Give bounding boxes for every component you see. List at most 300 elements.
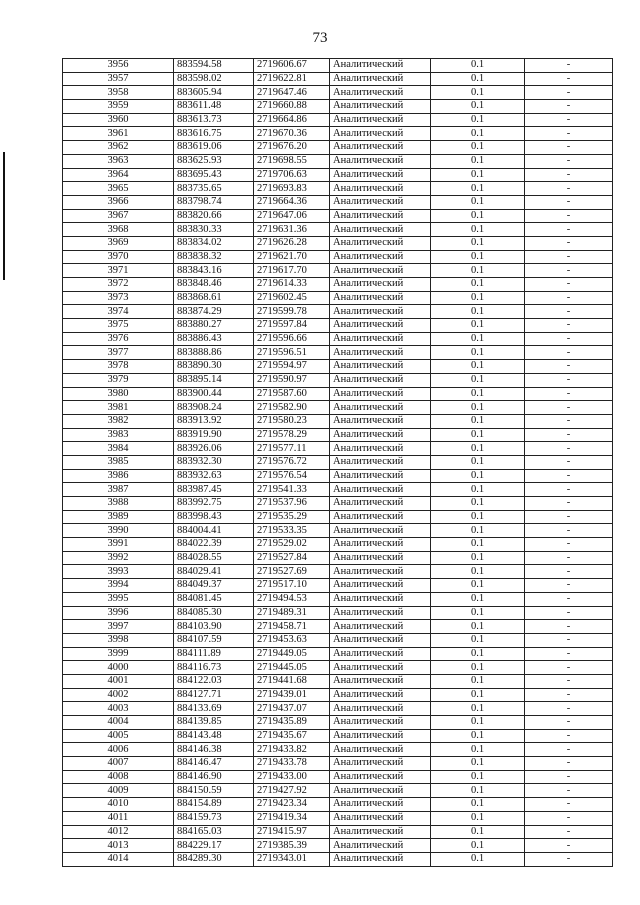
note-cell: - [525, 250, 613, 264]
note-cell: - [525, 757, 613, 771]
method-cell: Аналитический [330, 770, 431, 784]
note-cell: - [525, 839, 613, 853]
note-cell: - [525, 113, 613, 127]
point-number-cell: 4008 [63, 770, 174, 784]
y-coordinate-cell: 2719489.31 [254, 606, 330, 620]
x-coordinate-cell: 884122.03 [174, 674, 254, 688]
x-coordinate-cell: 884028.55 [174, 551, 254, 565]
accuracy-cell: 0.1 [431, 86, 525, 100]
point-number-cell: 3969 [63, 236, 174, 250]
x-coordinate-cell: 884150.59 [174, 784, 254, 798]
note-cell: - [525, 565, 613, 579]
table-row [63, 674, 613, 688]
accuracy-cell: 0.1 [431, 606, 525, 620]
note-cell: - [525, 346, 613, 360]
x-coordinate-cell: 883932.30 [174, 455, 254, 469]
note-cell: - [525, 702, 613, 716]
x-coordinate-cell: 884049.37 [174, 579, 254, 593]
method-cell: Аналитический [330, 702, 431, 716]
x-coordinate-cell: 884103.90 [174, 620, 254, 634]
y-coordinate-cell: 2719621.70 [254, 250, 330, 264]
note-cell: - [525, 236, 613, 250]
table-row [63, 455, 613, 469]
method-cell: Аналитический [330, 661, 431, 675]
x-coordinate-cell: 883834.02 [174, 236, 254, 250]
accuracy-cell: 0.1 [431, 770, 525, 784]
method-cell: Аналитический [330, 524, 431, 538]
method-cell: Аналитический [330, 579, 431, 593]
table-row [63, 291, 613, 305]
point-number-cell: 3975 [63, 319, 174, 333]
x-coordinate-cell: 884229.17 [174, 839, 254, 853]
accuracy-cell: 0.1 [431, 551, 525, 565]
method-cell: Аналитический [330, 305, 431, 319]
note-cell: - [525, 674, 613, 688]
table-row [63, 565, 613, 579]
x-coordinate-cell: 883932.63 [174, 469, 254, 483]
table-row [63, 633, 613, 647]
y-coordinate-cell: 2719453.63 [254, 633, 330, 647]
point-number-cell: 3997 [63, 620, 174, 634]
accuracy-cell: 0.1 [431, 100, 525, 114]
x-coordinate-cell: 884004.41 [174, 524, 254, 538]
y-coordinate-cell: 2719541.33 [254, 483, 330, 497]
note-cell: - [525, 223, 613, 237]
table-row [63, 716, 613, 730]
table-row [63, 442, 613, 456]
accuracy-cell: 0.1 [431, 469, 525, 483]
note-cell: - [525, 414, 613, 428]
accuracy-cell: 0.1 [431, 154, 525, 168]
method-cell: Аналитический [330, 510, 431, 524]
table-row [63, 332, 613, 346]
y-coordinate-cell: 2719576.54 [254, 469, 330, 483]
table-row [63, 702, 613, 716]
table-row [63, 729, 613, 743]
accuracy-cell: 0.1 [431, 825, 525, 839]
note-cell: - [525, 86, 613, 100]
y-coordinate-cell: 2719594.97 [254, 360, 330, 374]
accuracy-cell: 0.1 [431, 319, 525, 333]
x-coordinate-cell: 884107.59 [174, 633, 254, 647]
table-row [63, 784, 613, 798]
y-coordinate-cell: 2719529.02 [254, 538, 330, 552]
x-coordinate-cell: 883913.92 [174, 414, 254, 428]
x-coordinate-cell: 883613.73 [174, 113, 254, 127]
method-cell: Аналитический [330, 784, 431, 798]
method-cell: Аналитический [330, 647, 431, 661]
table-row [63, 168, 613, 182]
y-coordinate-cell: 2719698.55 [254, 154, 330, 168]
accuracy-cell: 0.1 [431, 674, 525, 688]
note-cell: - [525, 729, 613, 743]
table-row [63, 401, 613, 415]
y-coordinate-cell: 2719590.97 [254, 373, 330, 387]
x-coordinate-cell: 883888.86 [174, 346, 254, 360]
x-coordinate-cell: 884146.47 [174, 757, 254, 771]
point-number-cell: 4000 [63, 661, 174, 675]
x-coordinate-cell: 884154.89 [174, 798, 254, 812]
x-coordinate-cell: 883908.24 [174, 401, 254, 415]
point-number-cell: 3958 [63, 86, 174, 100]
table-row [63, 469, 613, 483]
table-row [63, 592, 613, 606]
method-cell: Аналитический [330, 757, 431, 771]
x-coordinate-cell: 883900.44 [174, 387, 254, 401]
method-cell: Аналитический [330, 551, 431, 565]
note-cell: - [525, 551, 613, 565]
x-coordinate-cell: 884081.45 [174, 592, 254, 606]
margin-mark [3, 152, 5, 280]
y-coordinate-cell: 2719602.45 [254, 291, 330, 305]
y-coordinate-cell: 2719706.63 [254, 168, 330, 182]
note-cell: - [525, 127, 613, 141]
y-coordinate-cell: 2719533.35 [254, 524, 330, 538]
table-row [63, 483, 613, 497]
accuracy-cell: 0.1 [431, 647, 525, 661]
x-coordinate-cell: 883594.58 [174, 59, 254, 73]
x-coordinate-cell: 884127.71 [174, 688, 254, 702]
point-number-cell: 3966 [63, 195, 174, 209]
table-row [63, 319, 613, 333]
method-cell: Аналитический [330, 798, 431, 812]
method-cell: Аналитический [330, 86, 431, 100]
method-cell: Аналитический [330, 401, 431, 415]
coordinates-table [62, 58, 613, 867]
note-cell: - [525, 387, 613, 401]
x-coordinate-cell: 883820.66 [174, 209, 254, 223]
accuracy-cell: 0.1 [431, 688, 525, 702]
x-coordinate-cell: 883895.14 [174, 373, 254, 387]
x-coordinate-cell: 883886.43 [174, 332, 254, 346]
method-cell: Аналитический [330, 141, 431, 155]
point-number-cell: 3962 [63, 141, 174, 155]
x-coordinate-cell: 883848.46 [174, 278, 254, 292]
method-cell: Аналитический [330, 319, 431, 333]
point-number-cell: 3985 [63, 455, 174, 469]
note-cell: - [525, 100, 613, 114]
y-coordinate-cell: 2719419.34 [254, 811, 330, 825]
x-coordinate-cell: 884146.38 [174, 743, 254, 757]
point-number-cell: 4004 [63, 716, 174, 730]
accuracy-cell: 0.1 [431, 757, 525, 771]
method-cell: Аналитический [330, 743, 431, 757]
note-cell: - [525, 195, 613, 209]
note-cell: - [525, 59, 613, 73]
table-row [63, 86, 613, 100]
method-cell: Аналитический [330, 100, 431, 114]
note-cell: - [525, 209, 613, 223]
table-row [63, 387, 613, 401]
y-coordinate-cell: 2719577.11 [254, 442, 330, 456]
x-coordinate-cell: 883605.94 [174, 86, 254, 100]
accuracy-cell: 0.1 [431, 141, 525, 155]
y-coordinate-cell: 2719458.71 [254, 620, 330, 634]
note-cell: - [525, 291, 613, 305]
table-row [63, 743, 613, 757]
method-cell: Аналитический [330, 278, 431, 292]
accuracy-cell: 0.1 [431, 414, 525, 428]
y-coordinate-cell: 2719517.10 [254, 579, 330, 593]
accuracy-cell: 0.1 [431, 223, 525, 237]
x-coordinate-cell: 883830.33 [174, 223, 254, 237]
table-row [63, 360, 613, 374]
table-row [63, 839, 613, 853]
table-row [63, 414, 613, 428]
y-coordinate-cell: 2719435.89 [254, 716, 330, 730]
note-cell: - [525, 770, 613, 784]
method-cell: Аналитический [330, 633, 431, 647]
note-cell: - [525, 373, 613, 387]
x-coordinate-cell: 884133.69 [174, 702, 254, 716]
point-number-cell: 3979 [63, 373, 174, 387]
table-row [63, 154, 613, 168]
method-cell: Аналитический [330, 223, 431, 237]
note-cell: - [525, 606, 613, 620]
point-number-cell: 3983 [63, 428, 174, 442]
x-coordinate-cell: 883868.61 [174, 291, 254, 305]
accuracy-cell: 0.1 [431, 346, 525, 360]
table-row [63, 278, 613, 292]
point-number-cell: 3959 [63, 100, 174, 114]
accuracy-cell: 0.1 [431, 182, 525, 196]
accuracy-cell: 0.1 [431, 702, 525, 716]
y-coordinate-cell: 2719437.07 [254, 702, 330, 716]
method-cell: Аналитический [330, 538, 431, 552]
x-coordinate-cell: 883843.16 [174, 264, 254, 278]
note-cell: - [525, 661, 613, 675]
method-cell: Аналитический [330, 565, 431, 579]
y-coordinate-cell: 2719578.29 [254, 428, 330, 442]
method-cell: Аналитический [330, 716, 431, 730]
note-cell: - [525, 825, 613, 839]
y-coordinate-cell: 2719614.33 [254, 278, 330, 292]
method-cell: Аналитический [330, 592, 431, 606]
table-row [63, 606, 613, 620]
accuracy-cell: 0.1 [431, 729, 525, 743]
note-cell: - [525, 483, 613, 497]
method-cell: Аналитический [330, 127, 431, 141]
method-cell: Аналитический [330, 332, 431, 346]
x-coordinate-cell: 883735.65 [174, 182, 254, 196]
point-number-cell: 3964 [63, 168, 174, 182]
x-coordinate-cell: 884029.41 [174, 565, 254, 579]
y-coordinate-cell: 2719693.83 [254, 182, 330, 196]
y-coordinate-cell: 2719433.00 [254, 770, 330, 784]
point-number-cell: 4002 [63, 688, 174, 702]
accuracy-cell: 0.1 [431, 620, 525, 634]
accuracy-cell: 0.1 [431, 428, 525, 442]
point-number-cell: 4007 [63, 757, 174, 771]
point-number-cell: 4006 [63, 743, 174, 757]
accuracy-cell: 0.1 [431, 784, 525, 798]
x-coordinate-cell: 884289.30 [174, 852, 254, 866]
point-number-cell: 3965 [63, 182, 174, 196]
y-coordinate-cell: 2719494.53 [254, 592, 330, 606]
x-coordinate-cell: 883598.02 [174, 72, 254, 86]
point-number-cell: 4010 [63, 798, 174, 812]
point-number-cell: 3989 [63, 510, 174, 524]
accuracy-cell: 0.1 [431, 442, 525, 456]
y-coordinate-cell: 2719664.86 [254, 113, 330, 127]
y-coordinate-cell: 2719676.20 [254, 141, 330, 155]
accuracy-cell: 0.1 [431, 236, 525, 250]
method-cell: Аналитический [330, 825, 431, 839]
y-coordinate-cell: 2719647.46 [254, 86, 330, 100]
accuracy-cell: 0.1 [431, 811, 525, 825]
point-number-cell: 3967 [63, 209, 174, 223]
x-coordinate-cell: 884111.89 [174, 647, 254, 661]
accuracy-cell: 0.1 [431, 455, 525, 469]
table-row [63, 373, 613, 387]
point-number-cell: 3974 [63, 305, 174, 319]
y-coordinate-cell: 2719445.05 [254, 661, 330, 675]
note-cell: - [525, 332, 613, 346]
point-number-cell: 4001 [63, 674, 174, 688]
x-coordinate-cell: 883926.06 [174, 442, 254, 456]
table-row [63, 305, 613, 319]
point-number-cell: 3991 [63, 538, 174, 552]
accuracy-cell: 0.1 [431, 59, 525, 73]
accuracy-cell: 0.1 [431, 592, 525, 606]
note-cell: - [525, 469, 613, 483]
table-row [63, 100, 613, 114]
accuracy-cell: 0.1 [431, 401, 525, 415]
point-number-cell: 3980 [63, 387, 174, 401]
x-coordinate-cell: 883919.90 [174, 428, 254, 442]
point-number-cell: 4014 [63, 852, 174, 866]
y-coordinate-cell: 2719576.72 [254, 455, 330, 469]
point-number-cell: 3977 [63, 346, 174, 360]
point-number-cell: 3982 [63, 414, 174, 428]
point-number-cell: 3978 [63, 360, 174, 374]
method-cell: Аналитический [330, 606, 431, 620]
note-cell: - [525, 319, 613, 333]
note-cell: - [525, 141, 613, 155]
table-row [63, 113, 613, 127]
point-number-cell: 3961 [63, 127, 174, 141]
table-row [63, 510, 613, 524]
method-cell: Аналитический [330, 414, 431, 428]
accuracy-cell: 0.1 [431, 497, 525, 511]
note-cell: - [525, 688, 613, 702]
method-cell: Аналитический [330, 497, 431, 511]
note-cell: - [525, 784, 613, 798]
point-number-cell: 4009 [63, 784, 174, 798]
note-cell: - [525, 592, 613, 606]
note-cell: - [525, 811, 613, 825]
y-coordinate-cell: 2719433.78 [254, 757, 330, 771]
y-coordinate-cell: 2719626.28 [254, 236, 330, 250]
table-row [63, 825, 613, 839]
note-cell: - [525, 442, 613, 456]
x-coordinate-cell: 883874.29 [174, 305, 254, 319]
note-cell: - [525, 579, 613, 593]
x-coordinate-cell: 883619.06 [174, 141, 254, 155]
y-coordinate-cell: 2719597.84 [254, 319, 330, 333]
method-cell: Аналитический [330, 360, 431, 374]
table-row [63, 428, 613, 442]
point-number-cell: 4011 [63, 811, 174, 825]
y-coordinate-cell: 2719596.66 [254, 332, 330, 346]
table-row [63, 757, 613, 771]
y-coordinate-cell: 2719582.90 [254, 401, 330, 415]
table-row [63, 688, 613, 702]
note-cell: - [525, 620, 613, 634]
method-cell: Аналитический [330, 387, 431, 401]
method-cell: Аналитический [330, 59, 431, 73]
table-row [63, 852, 613, 866]
x-coordinate-cell: 883695.43 [174, 168, 254, 182]
point-number-cell: 4013 [63, 839, 174, 853]
accuracy-cell: 0.1 [431, 387, 525, 401]
y-coordinate-cell: 2719670.36 [254, 127, 330, 141]
x-coordinate-cell: 883890.30 [174, 360, 254, 374]
x-coordinate-cell: 883616.75 [174, 127, 254, 141]
y-coordinate-cell: 2719537.96 [254, 497, 330, 511]
note-cell: - [525, 305, 613, 319]
y-coordinate-cell: 2719439.01 [254, 688, 330, 702]
accuracy-cell: 0.1 [431, 113, 525, 127]
y-coordinate-cell: 2719343.01 [254, 852, 330, 866]
point-number-cell: 3988 [63, 497, 174, 511]
y-coordinate-cell: 2719606.67 [254, 59, 330, 73]
note-cell: - [525, 168, 613, 182]
x-coordinate-cell: 883998.43 [174, 510, 254, 524]
note-cell: - [525, 428, 613, 442]
x-coordinate-cell: 883611.48 [174, 100, 254, 114]
table-row [63, 798, 613, 812]
accuracy-cell: 0.1 [431, 743, 525, 757]
accuracy-cell: 0.1 [431, 633, 525, 647]
note-cell: - [525, 72, 613, 86]
table-row [63, 579, 613, 593]
note-cell: - [525, 538, 613, 552]
note-cell: - [525, 633, 613, 647]
note-cell: - [525, 278, 613, 292]
note-cell: - [525, 497, 613, 511]
y-coordinate-cell: 2719660.88 [254, 100, 330, 114]
method-cell: Аналитический [330, 154, 431, 168]
note-cell: - [525, 360, 613, 374]
method-cell: Аналитический [330, 209, 431, 223]
x-coordinate-cell: 883987.45 [174, 483, 254, 497]
x-coordinate-cell: 883880.27 [174, 319, 254, 333]
point-number-cell: 3976 [63, 332, 174, 346]
accuracy-cell: 0.1 [431, 291, 525, 305]
accuracy-cell: 0.1 [431, 483, 525, 497]
y-coordinate-cell: 2719622.81 [254, 72, 330, 86]
table-row [63, 195, 613, 209]
accuracy-cell: 0.1 [431, 839, 525, 853]
y-coordinate-cell: 2719423.34 [254, 798, 330, 812]
accuracy-cell: 0.1 [431, 360, 525, 374]
y-coordinate-cell: 2719587.60 [254, 387, 330, 401]
point-number-cell: 3968 [63, 223, 174, 237]
note-cell: - [525, 716, 613, 730]
x-coordinate-cell: 884165.03 [174, 825, 254, 839]
y-coordinate-cell: 2719433.82 [254, 743, 330, 757]
note-cell: - [525, 798, 613, 812]
table-row [63, 264, 613, 278]
method-cell: Аналитический [330, 195, 431, 209]
method-cell: Аналитический [330, 168, 431, 182]
table-row [63, 811, 613, 825]
method-cell: Аналитический [330, 483, 431, 497]
table-row [63, 236, 613, 250]
point-number-cell: 4003 [63, 702, 174, 716]
x-coordinate-cell: 883625.93 [174, 154, 254, 168]
